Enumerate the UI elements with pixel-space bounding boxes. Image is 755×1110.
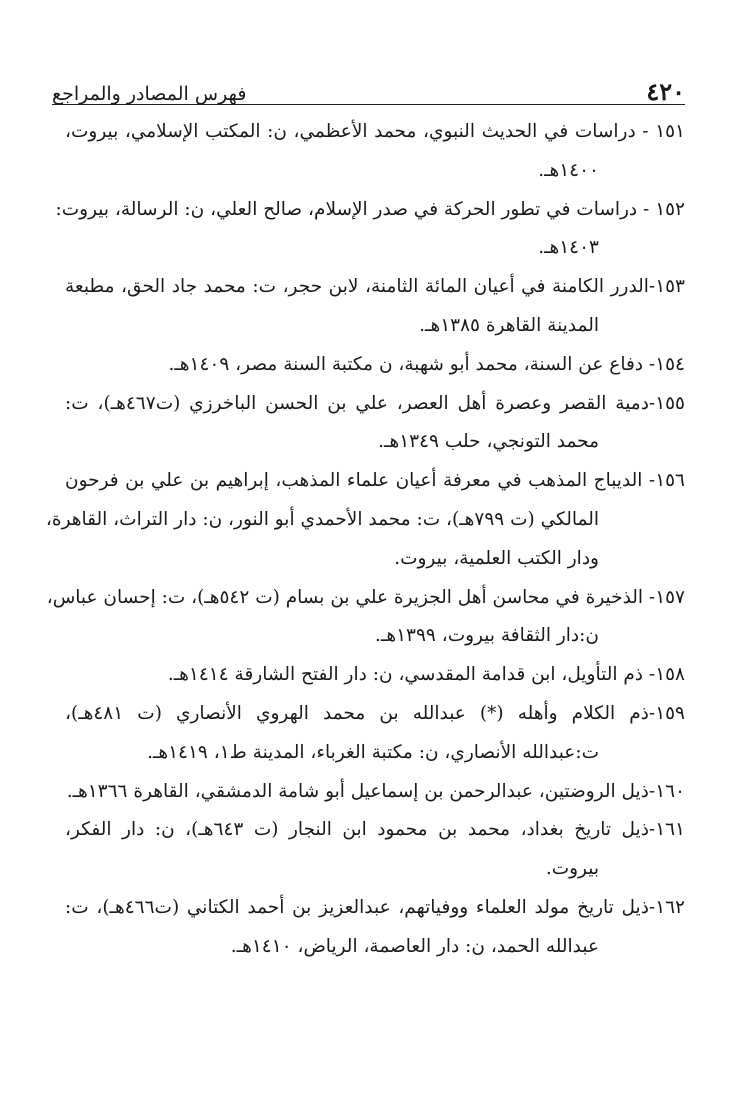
reference-entry	[65, 346, 685, 385]
reference-entry	[55, 191, 685, 269]
reference-line: ١٥٧- الذخيرة في محاسن أهل الجزيرة علي بن بسام (ت ٥٤٢هـ)، ت: إحسان عباس،	[46, 586, 685, 608]
reference-continuation-line: عبدالله الحمد، ن: دار العاصمة، الرياض، ١٤١٠هـ.	[230, 935, 599, 957]
reference-entry	[46, 579, 685, 657]
reference-entry	[65, 113, 685, 191]
reference-continuation-line: محمد التونجي، حلب ١٣٤٩هـ.	[378, 431, 599, 453]
reference-line: ١٥٣-الدرر الكامنة في أعيان المائة الثامنة، لابن حجر، ت: محمد جاد الحق، مطبعة	[65, 276, 685, 298]
references-list	[45, 113, 685, 967]
reference-entry	[65, 773, 685, 812]
reference-line: ١٥٥-دمية القصر وعصرة أهل العصر، علي بن الحسن الباخرزي (ت٤٦٧هـ)، ت:	[65, 392, 685, 414]
reference-entry	[65, 385, 685, 463]
reference-line: ١٥٩-ذم الكلام وأهله (*) عبدالله بن محمد الهروي الأنصاري (ت ٤٨١هـ)،	[65, 702, 685, 724]
reference-line: ١٥٢ - دراسات في تطور الحركة في صدر الإسلام، صالح العلي، ن: الرسالة، بيروت:	[55, 198, 685, 220]
reference-line: ١٥٨- ذم التأويل، ابن قدامة المقدسي، ن: دار الفتح الشارقة ١٤١٤هـ.	[167, 664, 685, 686]
reference-continuation-line: ١٤٠٣هـ.	[538, 237, 599, 259]
reference-entry	[45, 462, 685, 578]
reference-entry	[65, 656, 685, 695]
reference-line: ١٥١ - دراسات في الحديث النبوي، محمد الأعظمي، ن: المكتب الإسلامي، بيروت،	[65, 121, 685, 142]
reference-continuation-line: المالكي (ت ٧٩٩هـ)، ت: محمد الأحمدي أبو النور، ن: دار التراث، القاهرة،	[45, 508, 599, 530]
page-header	[52, 70, 685, 104]
reference-continuation-line: ن:دار الثقافة بيروت، ١٣٩٩هـ.	[375, 625, 599, 647]
reference-continuation-line: بيروت.	[545, 858, 599, 880]
reference-line: ١٥٤- دفاع عن السنة، محمد أبو شهبة، ن مكتبة السنة مصر، ١٤٠٩هـ.	[168, 353, 685, 375]
reference-continuation-line: ت:عبدالله الأنصاري، ن: مكتبة الغرباء، المدينة ط١، ١٤١٩هـ.	[147, 741, 599, 763]
reference-line: ١٦٠-ذيل الروضتين، عبدالرحمن بن إسماعيل أبو شامة الدمشقي، القاهرة ١٣٦٦هـ.	[66, 780, 685, 802]
reference-entry	[65, 695, 685, 773]
running-title: فهرس المصادر والمراجع	[52, 83, 247, 105]
reference-entry	[65, 811, 685, 889]
header-rule	[52, 104, 685, 105]
reference-continuation-line: ودار الكتب العلمية، بيروت.	[394, 547, 599, 569]
reference-entry	[65, 268, 685, 346]
page-number: ٤٢٠	[646, 77, 685, 106]
reference-line: ١٦١-ذيل تاريخ بغداد، محمد بن محمود ابن النجار (ت ٦٤٣هـ)، ن: دار الفكر،	[65, 819, 685, 841]
reference-continuation-line: المدينة القاهرة ١٣٨٥هـ.	[419, 314, 599, 336]
reference-continuation-line: ١٤٠٠هـ.	[538, 159, 599, 181]
reference-line: ١٥٦- الديباج المذهب في معرفة أعيان علماء المذهب، إبراهيم بن علي بن فرحون	[65, 470, 685, 492]
reference-entry	[65, 889, 685, 967]
reference-line: ١٦٢-ذيل تاريخ مولد العلماء ووفياتهم، عبدالعزيز بن أحمد الكتاني (ت٤٦٦هـ)، ت:	[65, 896, 685, 918]
